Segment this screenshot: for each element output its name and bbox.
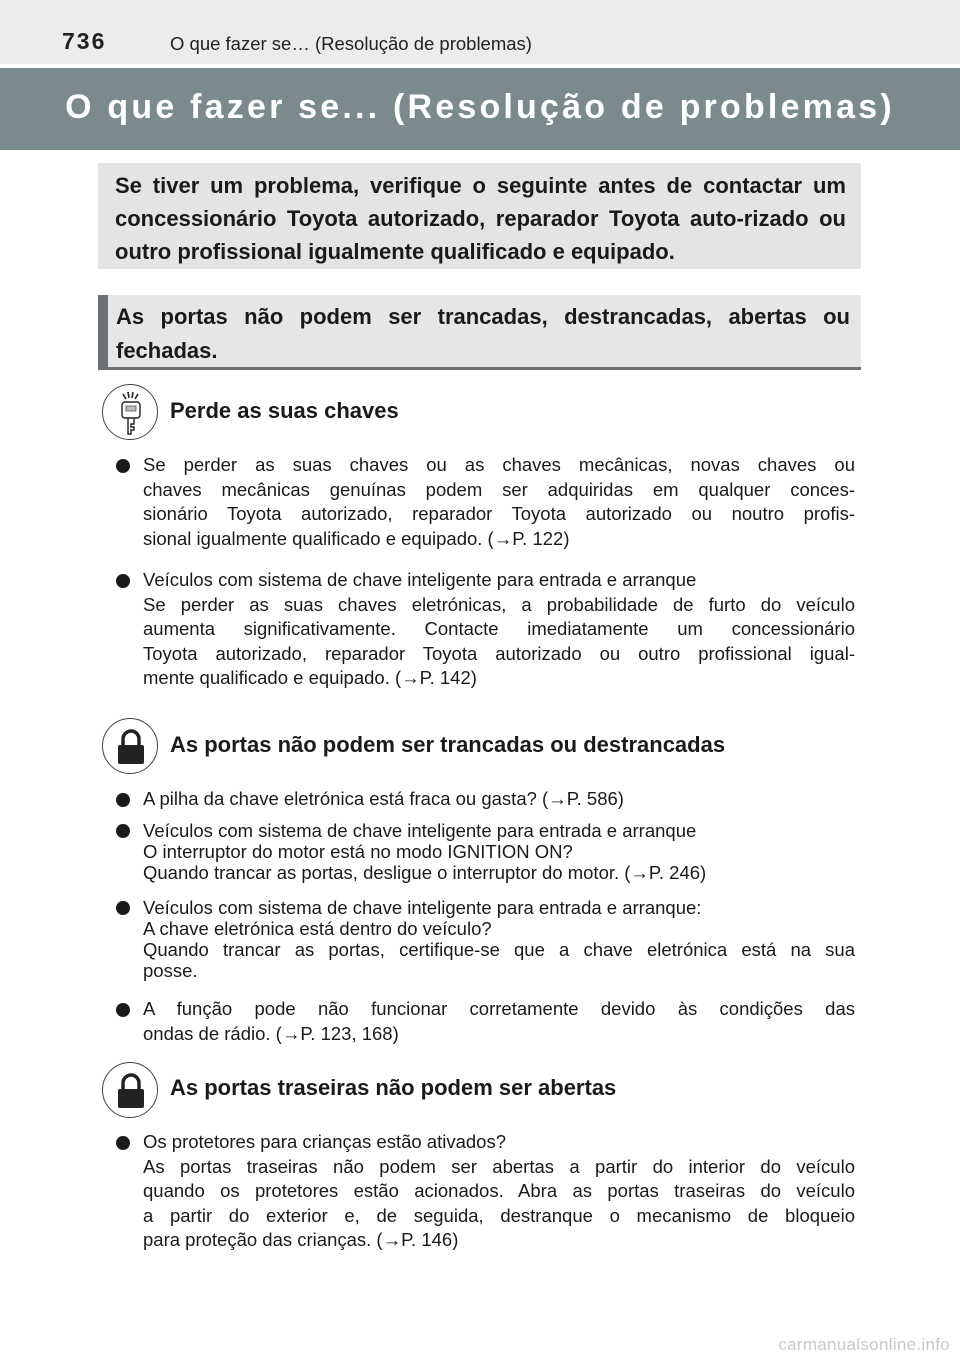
bullet bbox=[116, 824, 130, 838]
bullet bbox=[116, 1136, 130, 1150]
padlock-icon bbox=[102, 718, 158, 774]
list-item: Os protetores para crianças estão ativados? As portas traseiras não podem ser abertas a partir do interior do veículo quando os protetores estão acionados. Abra as portas traseiras do veículo a partir do exterior e, de seguida, destranque o mecanismo de bloqueio para proteção das crianças. (→P. 146) bbox=[143, 1130, 855, 1253]
topic-title: As portas não podem ser trancadas ou destrancadas bbox=[170, 732, 726, 757]
page-number: 736 bbox=[62, 28, 107, 54]
chapter-title: O que fazer se... (Resolução de problemas) bbox=[65, 88, 895, 126]
bullet bbox=[116, 1003, 130, 1017]
topic-title: Perde as suas chaves bbox=[170, 398, 399, 423]
bullet bbox=[116, 793, 130, 807]
list-item: Se perder as suas chaves ou as chaves mecânicas, novas chaves ou chaves mecânicas genuínas podem ser adquiridas em qualquer conces- sionário Toyota autorizado, reparador Toyota autorizado ou noutro profis- sional igualmente qualificado e equipado. (→P. 122) bbox=[143, 453, 855, 551]
list-item: A função pode não funcionar corretamente devido às condições das ondas de rádio. (→P. 123, 168) bbox=[143, 997, 855, 1046]
padlock-icon bbox=[102, 1062, 158, 1118]
section-heading bbox=[98, 295, 861, 367]
topic-title: As portas traseiras não podem ser abertas bbox=[170, 1075, 617, 1100]
bullet bbox=[116, 901, 130, 915]
list-item: Veículos com sistema de chave inteligente para entrada e arranque Se perder as suas chaves eletrónicas, a probabilidade de furto do veículo aumenta significativamente. Contacte imediatamente um concessionário Toyota autorizado, reparador Toyota autorizado ou outro profissional igual- mente qualificado e equipado. (→P. 142) bbox=[143, 568, 855, 691]
running-title: O que fazer se… (Resolução de problemas) bbox=[170, 33, 532, 54]
bullet bbox=[116, 459, 130, 473]
section-heading-bar bbox=[98, 295, 108, 367]
intro-box bbox=[98, 163, 861, 269]
intro-text: Se tiver um problema, verifique o seguinte antes de contactar um concessionário Toyota autorizado, reparador Toyota auto-rizado ou outro profissional igualmente qualificado e equipado. bbox=[115, 173, 846, 264]
list-item: Veículos com sistema de chave inteligente para entrada e arranque O interruptor do motor está no modo IGNITION ON? Quando trancar as portas, desligue o interruptor do motor. (→P. 246) bbox=[143, 820, 855, 883]
bullet bbox=[116, 574, 130, 588]
watermark: carmanualsonline.info bbox=[778, 1335, 950, 1354]
section-heading-rule bbox=[98, 367, 861, 370]
section-title: As portas não podem ser trancadas, destrancadas, abertas ou fechadas. bbox=[116, 304, 850, 363]
chapter-banner bbox=[0, 68, 960, 150]
list-item: A pilha da chave eletrónica está fraca ou gasta? (→P. 586) bbox=[143, 787, 855, 812]
key-icon bbox=[102, 384, 158, 440]
list-item: Veículos com sistema de chave inteligente para entrada e arranque: A chave eletrónica está dentro do veículo? Quando trancar as portas, certifique-se que a chave eletrónica está na sua posse. bbox=[143, 897, 855, 981]
